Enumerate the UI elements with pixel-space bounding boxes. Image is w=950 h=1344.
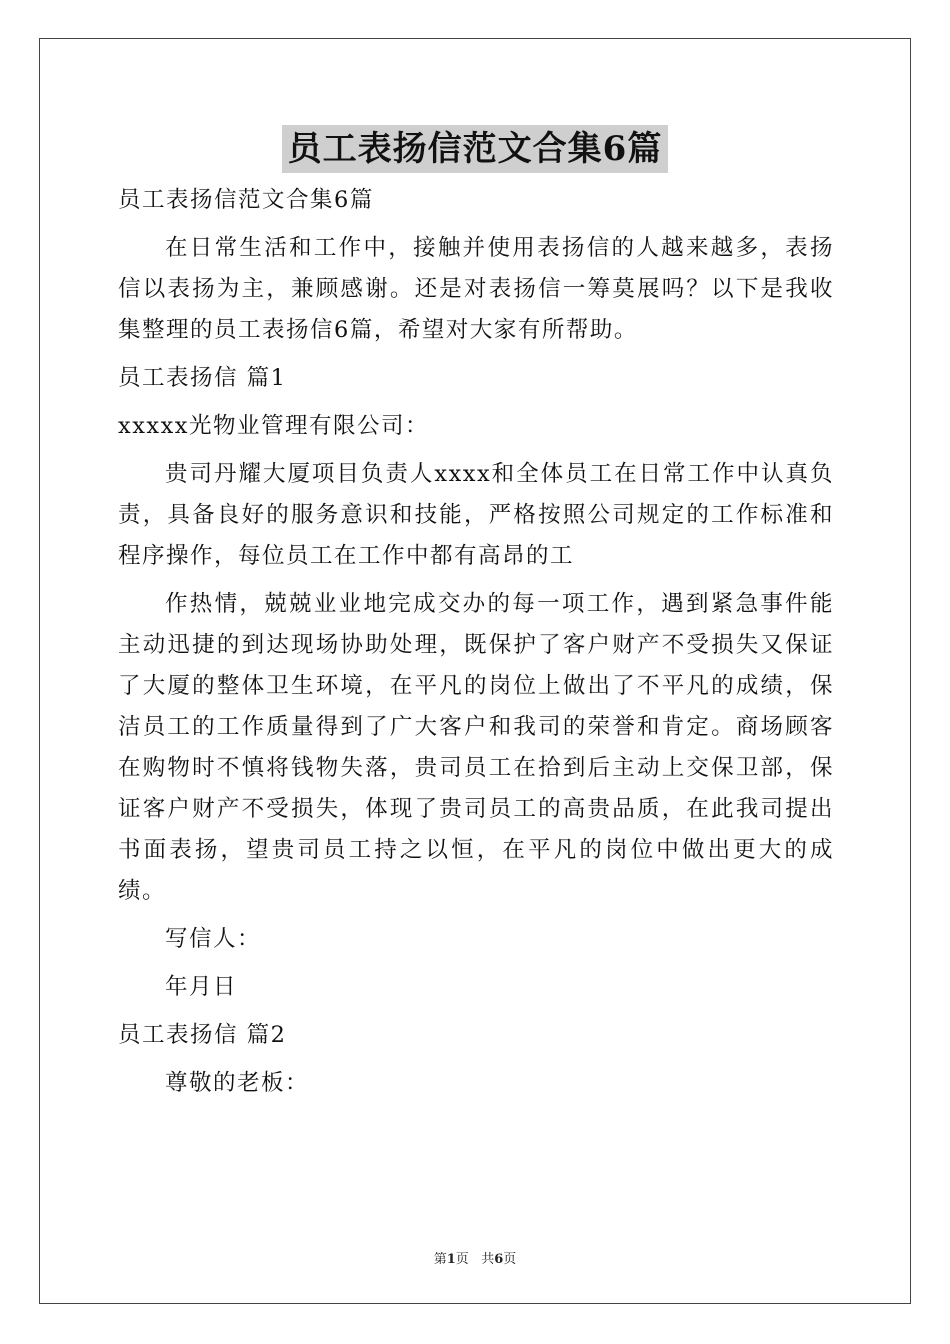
total-prefix: 共 [481,1252,495,1267]
document-title: 员工表扬信范文合集6篇 [282,125,669,173]
total-pages: 6 [494,1252,504,1267]
page-number: 1 [446,1252,456,1267]
document-body [118,180,834,1104]
section-2-heading: 员工表扬信 篇2 [118,1022,287,1048]
section-1-paragraph-2: 作热情，兢兢业业地完成交办的每一项工作，遇到紧急事件能主动迅捷的到达现场协助处理，既保护了客户财产不受损失又保证了大厦的整体卫生环境，在平凡的岗位上做出了不平凡的成绩，保洁员工的工作质量得到了广大客户和我司的荣誉和肯定。商场顾客在购物时不慎将钱物失落，贵司员工在拾到后主动上交保卫部，保证客户财产不受损失，体现了贵司员工的高贵品质，在此我司提出书面表扬，望贵司员工持之以恒，在平凡的岗位中做出更大的成绩。 [118,591,834,904]
page-prefix: 第 [433,1252,447,1267]
section-2-salutation: 尊敬的老板： [165,1070,310,1096]
total-suffix: 页 [503,1252,517,1267]
section-1-recipient: xxxxx光物业管理有限公司： [118,413,429,439]
subtitle: 员工表扬信范文合集6篇 [118,187,374,213]
title-container [0,125,950,173]
section-1-heading: 员工表扬信 篇1 [118,365,287,391]
section-1-signer: 写信人： [165,926,262,952]
section-1-paragraph-1: 贵司丹耀大厦项目负责人xxxx和全体员工在日常工作中认真负责，具备良好的服务意识和技能，严格按照公司规定的工作标准和程序操作，每位员工在工作中都有高昂的工 [118,461,834,569]
section-1-date: 年月日 [165,974,238,1000]
page-suffix: 页 [455,1252,469,1267]
intro-paragraph: 在日常生活和工作中，接触并使用表扬信的人越来越多，表扬信以表扬为主，兼顾感谢。还是对表扬信一筹莫展吗？以下是我收集整理的员工表扬信6篇，希望对大家有所帮助。 [118,235,834,343]
page-footer [0,1248,950,1267]
